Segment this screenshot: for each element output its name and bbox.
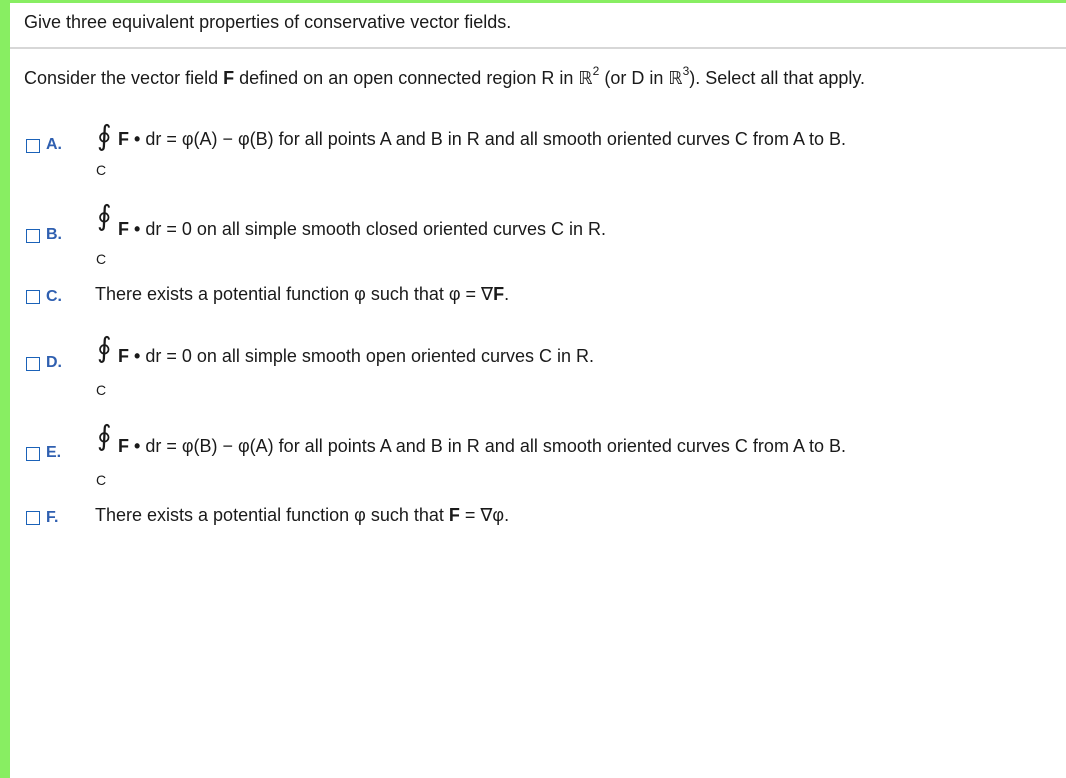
field-symbol: F bbox=[118, 219, 129, 239]
option-letter: A. bbox=[46, 136, 62, 153]
checkbox-option-e[interactable] bbox=[26, 447, 40, 461]
field-symbol: F bbox=[118, 346, 129, 366]
integral-subscript: C bbox=[96, 382, 107, 398]
option-letter: D. bbox=[46, 354, 62, 371]
dot-operator: • bbox=[129, 346, 146, 366]
question-title: Give three equivalent properties of conservative vector fields. bbox=[24, 12, 512, 32]
answer-option-d[interactable] bbox=[0, 331, 1060, 398]
checkbox-option-a[interactable] bbox=[26, 139, 40, 153]
contour-integral-icon: ∮ bbox=[97, 119, 112, 152]
prompt-real-symbol-2: ℝ bbox=[668, 68, 683, 89]
prompt-text-middle-1: defined on an open connected region R in bbox=[234, 68, 579, 88]
green-left-border bbox=[0, 0, 10, 778]
answer-option-e[interactable] bbox=[0, 419, 1060, 488]
option-body: dr = 0 on all simple smooth closed oriented curves C in R. bbox=[145, 219, 607, 239]
option-letter: F. bbox=[46, 509, 59, 526]
option-text-after: . bbox=[504, 284, 510, 304]
checkbox-option-c[interactable] bbox=[26, 290, 40, 304]
option-text bbox=[118, 219, 606, 240]
green-top-border bbox=[0, 0, 1066, 3]
option-text bbox=[95, 505, 509, 526]
contour-integral-icon: ∮ bbox=[97, 331, 112, 364]
option-text bbox=[118, 129, 846, 150]
integral-subscript: C bbox=[96, 472, 107, 488]
field-symbol: F bbox=[118, 436, 129, 456]
answer-option-a[interactable] bbox=[0, 119, 1060, 178]
header-divider bbox=[10, 47, 1066, 49]
option-text bbox=[118, 436, 846, 457]
contour-integral-icon: ∮ bbox=[97, 199, 112, 232]
field-symbol: F bbox=[493, 284, 505, 304]
answer-option-f[interactable] bbox=[0, 504, 1060, 544]
answer-option-b[interactable] bbox=[0, 199, 1060, 267]
prompt-text-before: Consider the vector field bbox=[24, 68, 224, 88]
prompt-sup-1: 2 bbox=[592, 64, 600, 78]
option-text-after: = ∇φ. bbox=[459, 505, 510, 525]
dot-operator: • bbox=[129, 436, 146, 456]
answer-option-c[interactable] bbox=[0, 284, 1060, 324]
option-text bbox=[95, 284, 509, 305]
option-letter: B. bbox=[46, 226, 62, 243]
checkbox-option-d[interactable] bbox=[26, 357, 40, 371]
question-prompt bbox=[24, 66, 865, 89]
prompt-text-middle-2: (or D in bbox=[599, 68, 669, 88]
dot-operator: • bbox=[129, 219, 146, 239]
contour-integral-icon: ∮ bbox=[97, 419, 112, 452]
prompt-text-after: ). Select all that apply. bbox=[689, 68, 866, 88]
dot-operator: • bbox=[129, 129, 146, 149]
prompt-field-symbol: F bbox=[223, 68, 235, 88]
integral-subscript: C bbox=[96, 162, 107, 178]
checkbox-option-f[interactable] bbox=[26, 511, 40, 525]
option-letter: C. bbox=[46, 288, 62, 305]
option-body: dr = 0 on all simple smooth open oriented curves C in R. bbox=[145, 346, 595, 366]
option-letter: E. bbox=[46, 444, 62, 461]
checkbox-option-b[interactable] bbox=[26, 229, 40, 243]
option-text bbox=[118, 346, 594, 367]
option-text-before: There exists a potential function φ such that φ = ∇ bbox=[95, 284, 494, 304]
prompt-real-symbol-1: ℝ bbox=[578, 68, 593, 89]
field-symbol: F bbox=[448, 505, 460, 525]
prompt-sup-2: 3 bbox=[682, 64, 690, 78]
option-text-before: There exists a potential function φ such that bbox=[95, 505, 449, 525]
option-body: dr = φ(B) − φ(A) for all points A and B in R and all smooth oriented curves C from A to B. bbox=[145, 436, 846, 456]
field-symbol: F bbox=[118, 129, 129, 149]
option-body: dr = φ(A) − φ(B) for all points A and B in R and all smooth oriented curves C from A to B. bbox=[145, 129, 846, 149]
integral-subscript: C bbox=[96, 251, 107, 267]
